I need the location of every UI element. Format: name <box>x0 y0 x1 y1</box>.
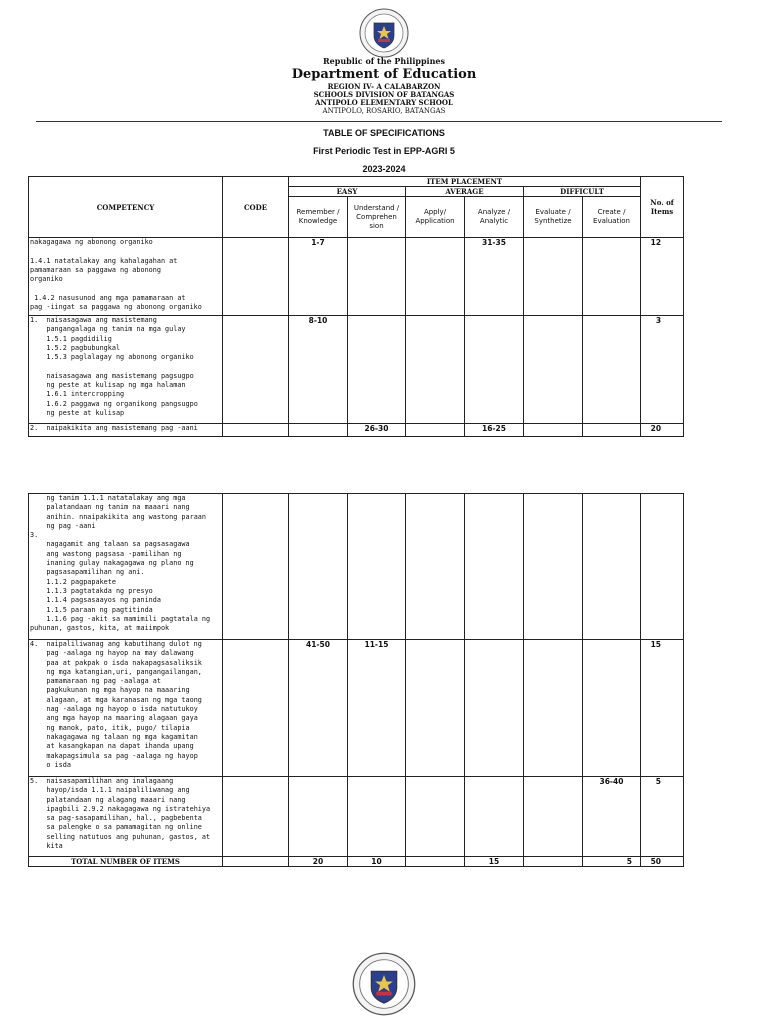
region-line: REGION IV- A CALABARZON <box>327 82 441 91</box>
code-cell <box>223 640 289 777</box>
understand-cell <box>348 238 406 316</box>
evaluate-cell <box>524 640 583 777</box>
school-name: ANTIPOLO ELEMENTARY SCHOOL <box>315 98 453 107</box>
code-cell <box>223 777 289 857</box>
school-address: ANTIPOLO, ROSARIO, BATANGAS <box>322 107 446 115</box>
code-cell <box>223 494 289 640</box>
totals-analyze: 15 <box>465 857 524 867</box>
evaluate-cell <box>524 494 583 640</box>
remember-cell: 1-7 <box>289 238 348 316</box>
department-name: Department of Education <box>291 67 477 82</box>
table-row <box>29 424 684 437</box>
remember-header: Remember / Knowledge <box>289 197 348 238</box>
apply-cell <box>406 238 465 316</box>
create-header: Create / Evaluation <box>583 197 641 238</box>
totals-label: TOTAL NUMBER OF ITEMS <box>29 857 223 867</box>
create-cell <box>583 238 641 316</box>
analyze-cell <box>465 640 524 777</box>
remember-cell: 41-50 <box>289 640 348 777</box>
document-subtitle: First Periodic Test in EPP-AGRI 5 <box>313 146 455 156</box>
deped-seal-top <box>359 8 409 58</box>
items-cell: 15 <box>641 640 684 777</box>
code-cell <box>223 316 289 424</box>
table-row <box>29 494 684 640</box>
understand-cell <box>348 494 406 640</box>
header-divider <box>36 121 722 122</box>
evaluate-header: Evaluate / Synthetize <box>524 197 583 238</box>
remember-cell <box>289 424 348 437</box>
remember-cell: 8-10 <box>289 316 348 424</box>
competency-cell: 4. naipaliliwanag ang kabutihang dulot ng pag -aalaga ng hayop na may dalawang paa at pakpak o isda nakapagsasaliksik ng mga katangian,uri, pangangailangan, pamamaraan ng pag -aalaga at pagkukunan ng mga hayop na maaaring alagaan, at mga karanasan ng mga taong nag -aalaga ng hayop o isda natutukoy ang mga hayop na maaring alagaan gaya ng manok, pato, itik, pugo/ tilapia nakagagawa ng talaan ng mga kagamitan at kasangkapan na dapat ihanda upang makapagsimula sa pag -aalaga ng hayop o isda <box>29 640 223 777</box>
apply-cell <box>406 640 465 777</box>
create-cell <box>583 640 641 777</box>
evaluate-cell <box>524 316 583 424</box>
understand-cell: 11-15 <box>348 640 406 777</box>
understand-cell <box>348 316 406 424</box>
totals-apply <box>406 857 465 867</box>
analyze-header: Analyze / Analytic <box>465 197 524 238</box>
create-cell <box>583 316 641 424</box>
competency-header: COMPETENCY <box>29 177 223 238</box>
understand-cell: 26-30 <box>348 424 406 437</box>
items-cell <box>641 494 684 640</box>
specifications-table-continued <box>28 493 684 867</box>
items-cell: 12 <box>641 238 684 316</box>
analyze-cell <box>465 316 524 424</box>
competency-cell: ng tanim 1.1.1 natatalakay ang mga palatandaan ng tanim na maaari nang anihin. nnaipakikita ang wastong paraan ng pag -aani 3. nagagamit ang talaan sa pagsasagawa ang wastong pagsasa -pamilihan ng inaning gulay nakagagawa ng plano ng pagsasapamilihan ng ani. 1.1.2 pagpapakete 1.1.3 pagtatakda ng presyo 1.1.4 pagsasaayos ng paninda 1.1.5 paraan ng pagtitinda 1.1.6 pag -akit sa mamimili pagtatala ng puhunan, gastos, kita, at maiimpok <box>29 494 223 640</box>
totals-row <box>29 857 684 867</box>
competency-cell: nakagagawa ng abonong organiko 1.4.1 natatalakay ang kahalagahan at pamamaraan sa paggawa ng abonong organiko 1.4.2 nasusunod ang mga pamamaraan at pag -iingat sa paggawa ng abonong organiko <box>29 238 223 316</box>
average-header: AVERAGE <box>406 187 524 197</box>
create-cell <box>583 424 641 437</box>
analyze-cell: 16-25 <box>465 424 524 437</box>
difficult-header: DIFFICULT <box>524 187 641 197</box>
deped-seal-bottom <box>352 952 416 1016</box>
competency-cell: 1. naisasagawa ang masistemang pangangalaga ng tanim na mga gulay 1.5.1 pagdidilig 1.5.2 pagbubungkal 1.5.3 paglalagay ng abonong organiko naisasagawa ang masistemang pagsugpo ng peste at kulisap ng mga halaman 1.6.1 intercropping 1.6.2 paggawa ng organikong pangsugpo ng peste at kulisap <box>29 316 223 424</box>
remember-cell <box>289 777 348 857</box>
code-cell <box>223 424 289 437</box>
competency-cell: 5. naisasapamilihan ang inalagaang hayop/isda 1.1.1 naipaliliwanag ang palatandaan ng alagang maaari nang ipagbili 2.9.2 nakagagawa ng istratehiya sa pag-sasapamilihan, hal., pagbebenta sa palengke o sa pamamagitan ng online selling natutuos ang puhunan, gastos, at kita <box>29 777 223 857</box>
competency-cell: 2. naipakikita ang masistemang pag -aani <box>29 424 223 437</box>
items-cell: 5 <box>641 777 684 857</box>
item-placement-header: ITEM PLACEMENT <box>289 177 641 187</box>
totals-remember: 20 <box>289 857 348 867</box>
create-cell <box>583 494 641 640</box>
evaluate-cell <box>524 777 583 857</box>
items-cell: 20 <box>641 424 684 437</box>
totals-create: 5 <box>583 857 641 867</box>
specifications-table <box>28 176 684 437</box>
evaluate-cell <box>524 424 583 437</box>
items-cell: 3 <box>641 316 684 424</box>
division-line: SCHOOLS DIVISION OF BATANGAS <box>313 90 455 99</box>
easy-header: EASY <box>289 187 406 197</box>
apply-header: Apply/ Application <box>406 197 465 238</box>
apply-cell <box>406 777 465 857</box>
understand-cell <box>348 777 406 857</box>
analyze-cell: 31-35 <box>465 238 524 316</box>
remember-cell <box>289 494 348 640</box>
apply-cell <box>406 316 465 424</box>
understand-header: Understand / Comprehen sion <box>348 197 406 238</box>
code-header: CODE <box>223 177 289 238</box>
school-year: 2023-2024 <box>362 164 406 174</box>
totals-code-cell <box>223 857 289 867</box>
apply-cell <box>406 424 465 437</box>
table-row <box>29 640 684 777</box>
totals-evaluate <box>524 857 583 867</box>
totals-items: 50 <box>641 857 684 867</box>
table-row <box>29 238 684 316</box>
analyze-cell <box>465 494 524 640</box>
evaluate-cell <box>524 238 583 316</box>
create-cell: 36-40 <box>583 777 641 857</box>
document-title: TABLE OF SPECIFICATIONS <box>323 128 445 138</box>
no-items-header: No. of Items <box>641 177 684 238</box>
republic-line: Republic of the Philippines <box>322 56 445 66</box>
table-row <box>29 316 684 424</box>
table-row <box>29 777 684 857</box>
analyze-cell <box>465 777 524 857</box>
code-cell <box>223 238 289 316</box>
apply-cell <box>406 494 465 640</box>
totals-understand: 10 <box>348 857 406 867</box>
